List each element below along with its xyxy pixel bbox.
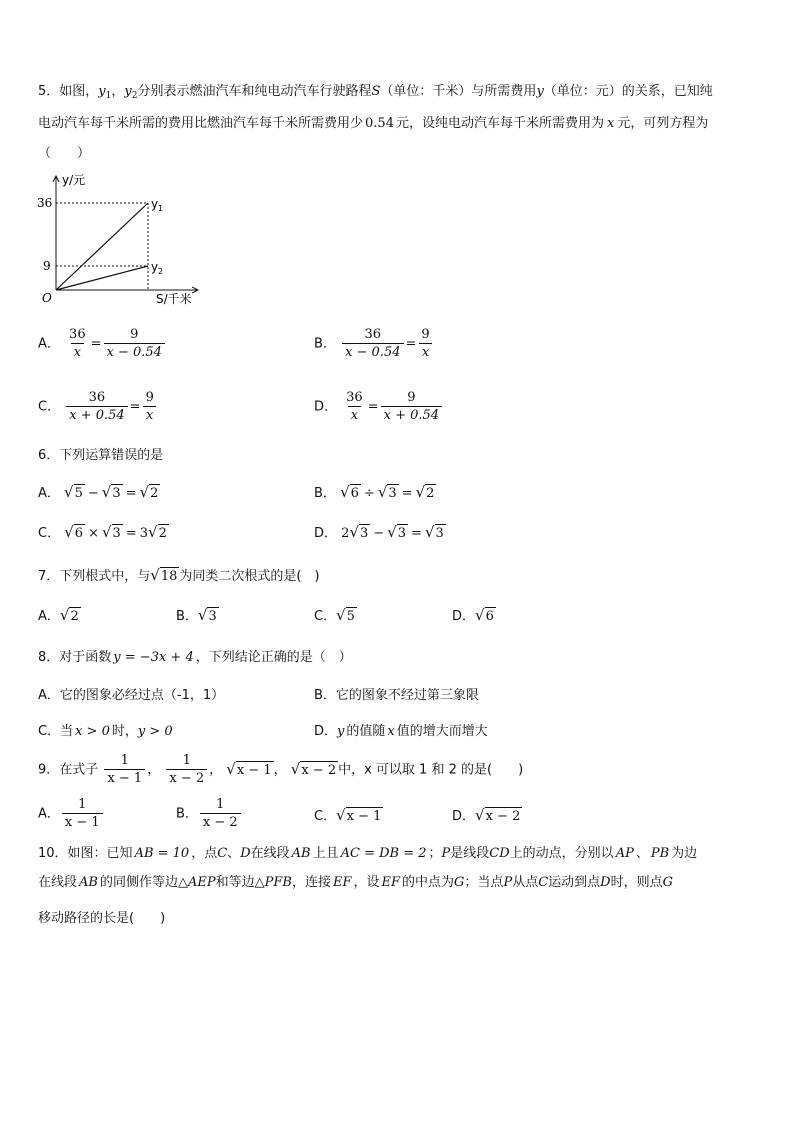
sqrt: √ x − 1 [226,759,272,778]
fraction [381,389,442,425]
line-y2 [56,266,148,290]
q6-number: 6 [38,448,47,463]
numerator: 9 [421,327,430,342]
sqrt: √ 6 [64,523,84,541]
label-y1-sub: 1 [158,204,164,213]
q10-number: 10 [38,846,55,861]
sqrt: √ 2 [59,606,79,624]
option-label: C． [314,809,337,824]
q5-option-d[interactable]: D． $\frac{36}{x}$ = $\frac{9}{x + 0.54}$ [314,389,444,425]
numerator: 9 [145,390,154,405]
q8-option-b[interactable] [314,686,479,706]
q7-text: 为同类二次根式的是( ) [179,569,320,584]
var-S: S [371,84,381,99]
fraction [104,326,165,362]
numerator: 36 [69,327,86,342]
denominator: x − 0.54 [104,343,165,362]
sqrt: √ 3 [101,483,121,501]
var-y1: y [98,84,106,99]
denominator: x [143,406,156,425]
sqrt: √ x − 2 [475,806,521,824]
sqrt: √ 3 [377,483,397,501]
q6-stem [38,446,163,466]
option-label: A． [38,336,60,352]
option-label: D． [314,399,338,415]
fraction [66,389,127,425]
q5-option-c[interactable]: C． $\frac{36}{x + 0.54}$ = $\frac{9}{x}$ [38,389,159,425]
label-y2: y [151,260,159,274]
numerator: 36 [88,390,106,405]
option-text: 它的图象不经过第三象限 [335,688,479,703]
fraction [342,326,403,362]
fraction [66,326,89,362]
q5-text: 元，设纯电动汽车每千米所需费用为 [395,116,604,131]
option-label: C． [38,399,61,415]
option-label: B． [314,486,336,501]
q10-line1: 10．如图：已知 AB = 10 ，点C、D在线段 AB 上且 AC = DB = 2 ；P是线段CD上的动点，分别以 AP 、 PB 为边 [38,846,698,861]
sqrt: √ 3 [197,606,217,624]
option-label: A． [38,688,60,703]
q9-option-a[interactable] [38,796,105,832]
option-label: D． [314,526,338,541]
origin-label: O [42,291,52,305]
label-y2-sub: 2 [158,267,164,276]
option-label: A． [38,486,60,501]
q9-text: 中，x 可以取 1 和 2 的是( ) [338,762,524,778]
option-label: B． [176,609,198,624]
q7-number: 7 [38,569,47,584]
denominator: x [348,406,361,425]
q6-option-a[interactable]: A． √ 5 − √ 3 = √ 2 [38,483,159,501]
q10-line3: 移动路径的长是( ) [38,911,166,926]
q5-text: ．如图， [46,84,99,99]
sqrt: √ 3 [424,523,444,541]
q7-option-b[interactable] [176,606,219,627]
q9-option-b[interactable] [176,796,243,832]
q8-number: 8 [38,650,47,665]
option-label: C． [38,526,61,541]
var-y: y [536,84,544,99]
q5-text: 分别表示燃油汽车和纯电动汽车行驶路程 [137,84,372,99]
q5-value: 0.54 [365,116,394,131]
var-y2: y [124,84,132,99]
sqrt: √ 6 [340,483,359,501]
sqrt: √ 5 [64,483,83,501]
fraction: $\frac{1}{x - 1}$ [104,752,145,788]
sqrt: √ 3 [387,523,407,541]
q5-text: 电动汽车每千米所需的费用比燃油汽车每千米所需费用少 [38,116,364,131]
q5-option-a[interactable]: A． $\frac{36}{x}$ = $\frac{9}{x - 0.54}$ [38,326,167,362]
q5-text: 元，可列方程为 [617,116,709,131]
fraction [343,389,366,425]
sqrt: √ 2 [148,523,167,541]
q5-text: （单位：元）的关系，已知纯 [543,84,713,99]
q9-option-d[interactable] [452,806,522,827]
sqrt: √ 6 [475,606,494,624]
denominator: x − 0.54 [342,343,403,362]
q5-line1 [38,82,713,106]
sqrt: √ x − 2 [290,759,337,778]
option-label: D． [314,724,338,739]
var-x: x [606,116,615,131]
q5-line2 [38,114,708,134]
denominator: x + 0.54 [66,406,127,425]
q6-option-c[interactable]: C． √ 6 × √ 3 = 3 √ 2 [38,523,167,541]
numerator: 36 [364,327,382,342]
sqrt: √ 3 [349,523,369,541]
q9-number: 9 [38,762,47,778]
q5-answer-blank: （ ） [38,146,91,161]
tick-36: 36 [37,196,53,210]
sqrt: √ 2 [415,483,435,501]
option-label: B． [176,806,198,822]
fraction: $\frac{1}{x - 1}$ [62,796,103,832]
option-label: D． [452,809,476,824]
q8-option-a[interactable] [38,686,224,706]
var-y2-sub: 2 [131,91,138,101]
q10-line2: 在线段 AB 的同侧作等边△AEP和等边△PFB，连接 EF ，设 EF 的中点为G；当点P从点C运动到点D时，则点G [38,875,674,890]
option-label: D． [452,609,476,624]
q7-option-a[interactable] [38,606,81,627]
q7-text: ．下列根式中，与 [46,569,151,584]
fraction: $\frac{1}{x - 2}$ [200,796,241,832]
q6-option-b[interactable]: B． √ 6 ÷ √ 3 = √ 2 [314,483,435,501]
numerator: 9 [130,327,139,342]
q8-option-c[interactable]: C．当 x > 0 时，y > 0 [38,724,173,739]
var-y1-sub: 1 [105,91,112,101]
sqrt: √ x − 1 [336,806,382,824]
option-label: A． [38,609,60,624]
denominator: x + 0.54 [381,406,442,425]
sqrt: √ 18 [150,566,178,584]
fraction [143,389,157,425]
q5-number: 5 [38,84,47,99]
numerator: 36 [346,390,363,405]
q6-option-d[interactable]: D． 2 √ 3 − √ 3 = √ 3 [314,523,444,541]
y-axis-label: y/元 [62,173,86,187]
sqrt: √ 5 [336,606,355,624]
q8-option-d[interactable]: D．y 的值随 x 值的增大而增大 [314,724,488,739]
option-label: C． [314,609,337,624]
q7-option-c[interactable] [314,606,357,627]
q5-text: （单位：千米）与所需费用 [380,84,537,99]
q6-text: ．下列运算错误的是 [46,448,164,463]
label-y1: y [151,197,159,211]
tick-9: 9 [43,259,51,273]
option-text: 它的图象必经过点（-1，1） [59,688,225,703]
q9-text: ．在式子 [46,762,99,778]
option-label: C． [38,724,61,739]
option-label: B． [314,336,336,352]
fraction: $\frac{1}{x - 2}$ [166,752,207,788]
comma: ， [111,84,125,99]
x-axis-label: S/千米 [156,292,192,306]
q7-stem [38,566,320,587]
q8-function: y = −3x + 4 [113,650,194,665]
q8-text: ，下列结论正确的是（ ） [195,650,352,665]
q8-stem [38,648,352,668]
q5-option-b[interactable]: B． $\frac{36}{x - 0.54}$ = $\frac{9}{x}$ [314,326,435,362]
numerator: 9 [407,390,416,405]
denominator: x [71,343,84,362]
q7-option-d[interactable] [452,606,496,627]
denominator: x [419,343,432,362]
q9-stem: 9．在式子 $\frac{1}{x - 1}$ ， $\frac{1}{x - 2}$ ， √ x − 1 ， √ x − 2 中，x 可以取 1 和 2 的是( ) [38,753,524,786]
q9-option-c[interactable] [314,806,383,827]
sqrt: √ 2 [139,483,159,501]
q5-graph [30,170,220,310]
option-label: B． [314,688,336,703]
sqrt: √ 3 [101,523,121,541]
fraction [418,326,432,362]
line-y1 [56,203,148,290]
q8-text: ．对于函数 [46,650,112,665]
option-label: A． [38,806,60,822]
